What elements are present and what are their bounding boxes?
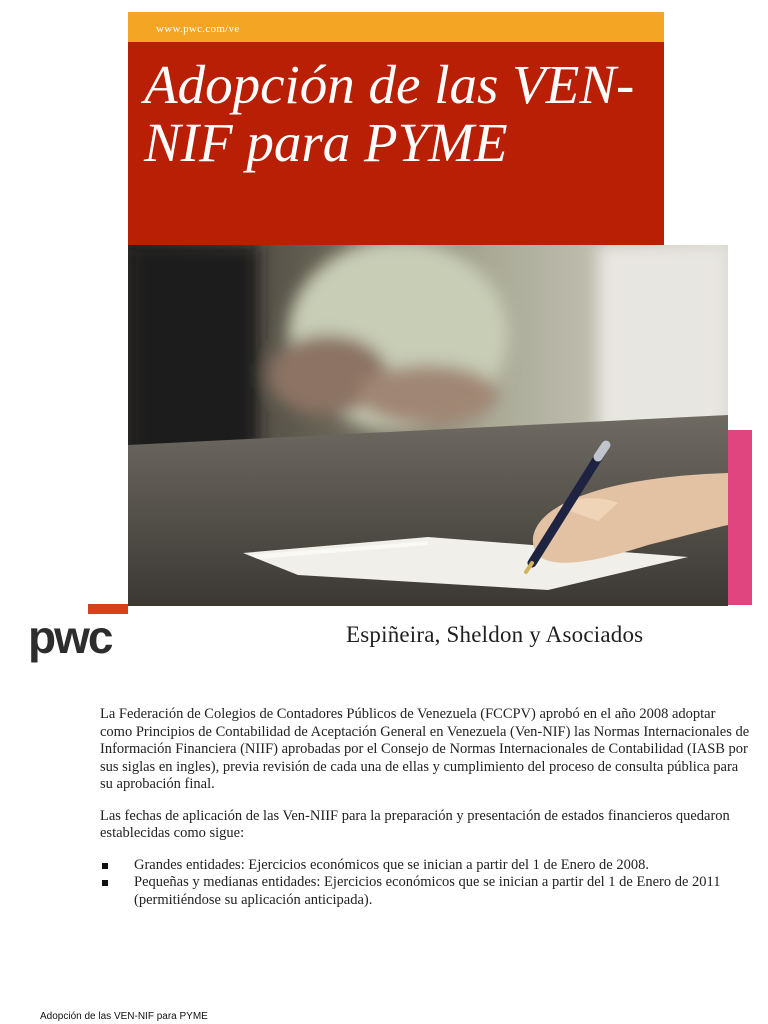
bullet-square-icon	[102, 880, 108, 886]
list-item-text: Grandes entidades: Ejercicios económicos que se inician a partir del 1 de Enero de 2008.	[134, 856, 649, 873]
list-item-text: Pequeñas y medianas entidades: Ejercicios económicos que se inician a partir del 1 de Enero de 2011 (permitiéndose su aplicación anticipada).	[134, 874, 721, 908]
list-item	[100, 874, 750, 909]
hand-writing-with-pen-photo	[128, 245, 728, 606]
document-title: Adopción de las VEN-NIF para PYME	[144, 54, 635, 173]
list-item	[100, 857, 750, 875]
dates-paragraph: Las fechas de aplicación de las Ven-NIIF para la preparación y presentación de estados financieros quedaron establecidas como sigue:	[100, 807, 730, 841]
body-content	[100, 706, 750, 909]
firm-name: Espiñeira, Sheldon y Asociados	[346, 622, 644, 647]
accent-bar	[728, 430, 752, 605]
title-banner	[128, 42, 664, 245]
logo-text: pwc	[28, 611, 112, 663]
dates-list	[100, 857, 750, 910]
website-url: www.pwc.com/ve	[156, 23, 240, 35]
intro-paragraph: La Federación de Colegios de Contadores Públicos de Venezuela (FCCPV) aprobó en el año 2008 adoptar como Principios de Contabilidad de Aceptación General en Venezuela (Ven-NIF) las Normas Internacionales de Información Financiera (NIIF) aprobadas por el Consejo de Normas Internacionales de Contabilidad (IASB por sus siglas en ingles), previa revisión de cada una de ellas y cumplimiento del proceso de consulta pública para su aprobación final.	[100, 706, 750, 792]
cover-photo	[128, 245, 728, 606]
pwc-logo	[28, 604, 132, 666]
url-banner	[128, 12, 664, 42]
bullet-square-icon	[102, 863, 108, 869]
page-footer: Adopción de las VEN-NIF para PYME	[40, 1011, 208, 1022]
